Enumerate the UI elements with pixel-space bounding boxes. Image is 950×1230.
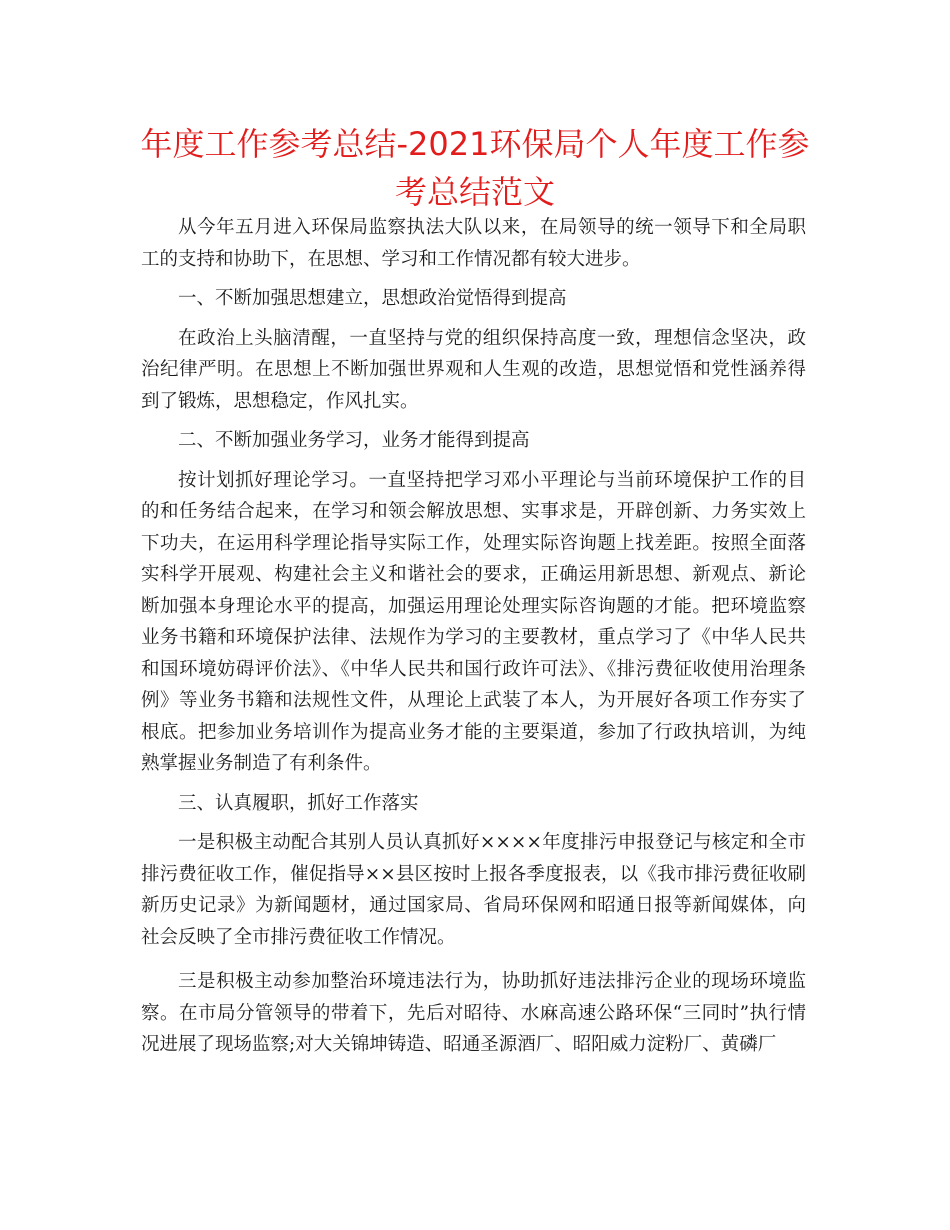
section-2-paragraph: 按计划抓好理论学习。一直坚持把学习邓小平理论与当前环境保护工作的目的和任务结合起来，在学习和领会解放思想、实事求是，开辟创新、力务实效上下功夫，在运用科学理论指导实际工作，处理实际咨询题上找差距。按照全面落实科学开展观、构建社会主义和谐社会的要求，正确运用新思想、新观点、新论断加强本身理论水平的提高，加强运用理论处理实际咨询题的才能。把环境监察业务书籍和环境保护法律、法规作为学习的主要教材，重点学习了《中华人民共和国环境妨碍评价法》、《中华人民共和国行政许可法》、《排污费征收使用治理条例》等业务书籍和法规性文件，从理论上武装了本人，为开展好各项工作夯实了根底。把参加业务培训作为提高业务才能的主要渠道，参加了行政执培训，为纯熟掌握业务制造了有利条件。 [141,469,806,774]
section-1-paragraph: 在政治上头脑清醒，一直坚持与党的组织保持高度一致，理想信念坚决，政治纪律严明。在思想上不断加强世界观和人生观的改造，思想觉悟和党性涵养得到了锻炼，思想稳定，作风扎实。 [141,327,806,412]
section-heading-2: 二、不断加强业务学习，业务才能得到提高 [178,430,530,451]
section-heading-3: 三、认真履职，抓好工作落实 [178,792,419,814]
section-3-paragraph-1: 一是积极主动配合其别人员认真抓好××××年度排污申报登记与核定和全市排污费征收工作，催促指导××县区按时上报各季度报表，以《我市排污费征收刷新历史记录》为新闻题材，通过国家局、省局环保网和昭通日报等新闻媒体，向社会反映了全市排污费征收工作情况。 [141,832,806,948]
document-title: 年度工作参考总结-2021环保局个人年度工作参考总结范文 [140,125,810,211]
section-heading-1: 一、不断加强思想建立，思想政治觉悟得到提高 [178,288,567,309]
section-3-paragraph-2: 三是积极主动参加整治环境违法行为，协助抓好违法排污企业的现场环境监察。在市局分管领导的带着下，先后对昭待、水麻高速公路环保“三同时”执行情况进展了现场监察;对大关锦坤铸造、昭通圣源酒厂、昭阳威力淀粉厂、黄磷厂 [141,971,806,1055]
intro-paragraph: 从今年五月进入环保局监察执法大队以来，在局领导的统一领导下和全局职工的支持和协助下，在思想、学习和工作情况都有较大进步。 [141,217,806,270]
document-body [141,212,806,1069]
